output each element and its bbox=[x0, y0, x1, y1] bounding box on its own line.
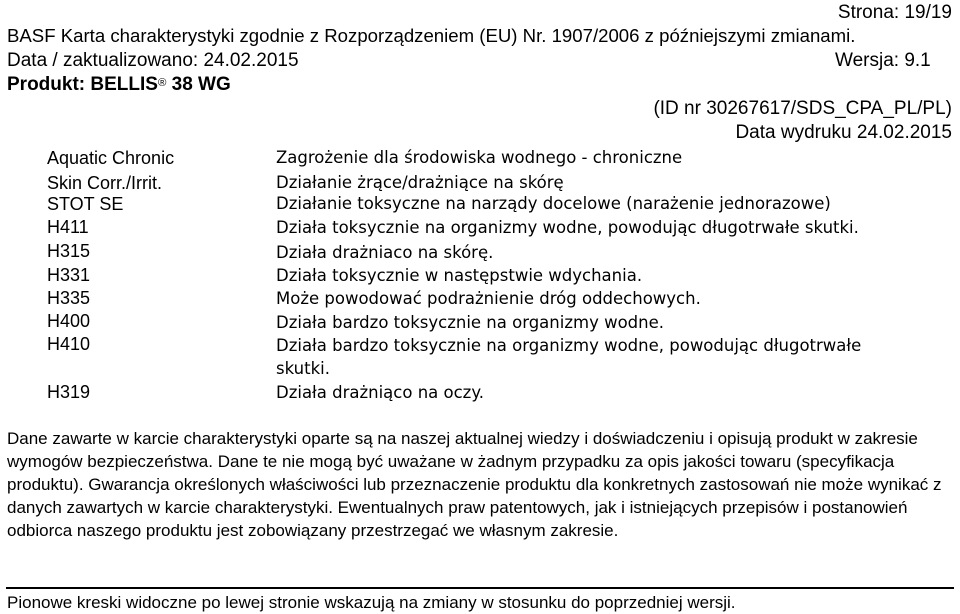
hazard-code: STOT SE bbox=[47, 194, 124, 214]
page-number: Strona: 19/19 bbox=[837, 2, 952, 23]
hazard-text: Działa toksycznie na organizmy wodne, powodując długotrwałe skutki. bbox=[276, 218, 859, 237]
hazard-code: H335 bbox=[47, 288, 91, 308]
regulation-line: BASF Karta charakterystyki zgodnie z Rozporządzeniem (EU) Nr. 1907/2006 z późniejszymi zmianami. bbox=[7, 25, 856, 46]
hazard-text: Działa drażniąco na oczy. bbox=[276, 383, 484, 402]
hazard-code: H315 bbox=[47, 241, 91, 261]
registered-mark: ® bbox=[157, 77, 167, 90]
print-date: Data wydruku 24.02.2015 bbox=[735, 122, 952, 143]
hazard-code: H411 bbox=[47, 217, 89, 237]
footer-note: Pionowe kreski widoczne po lewej stronie wskazują na zmiany w stosunku do poprzedniej wersji. bbox=[7, 593, 736, 612]
product-suffix: 38 WG bbox=[171, 74, 231, 95]
hazard-text: Działa bardzo toksycznie na organizmy wodne. bbox=[276, 313, 664, 332]
hazard-code: Aquatic Chronic bbox=[47, 148, 175, 168]
hazard-code: H319 bbox=[47, 382, 91, 402]
hazard-text: Działanie żrące/drażniące na skórę bbox=[276, 173, 564, 192]
hazard-text: Działa bardzo toksycznie na organizmy wodne, powodując długotrwałe bbox=[276, 336, 862, 355]
hazard-text: Może powodować podrażnienie dróg oddechowych. bbox=[276, 289, 701, 308]
version: Wersja: 9.1 bbox=[835, 50, 931, 71]
hazard-code: Skin Corr./Irrit. bbox=[47, 173, 163, 193]
hazard-text: Zagrożenie dla środowiska wodnego - chroniczne bbox=[276, 148, 683, 167]
product-name bbox=[7, 75, 231, 94]
revision-date: Data / zaktualizowano: 24.02.2015 bbox=[7, 50, 299, 71]
product-label: Produkt: BELLIS bbox=[7, 74, 158, 95]
hazard-text: Działa toksycznie w następstwie wdychania. bbox=[276, 266, 643, 285]
hazard-code: H331 bbox=[47, 265, 91, 285]
hazard-text-continued: skutki. bbox=[276, 359, 330, 378]
document-id: (ID nr 30267617/SDS_CPA_PL/PL) bbox=[653, 98, 952, 119]
hazard-text: Działanie toksyczne na narządy docelowe (narażenie jednorazowe) bbox=[276, 194, 831, 213]
hazard-code: H400 bbox=[47, 311, 91, 331]
footer-divider bbox=[6, 587, 954, 589]
hazard-text: Działa drażniaco na skórę. bbox=[276, 243, 494, 262]
hazard-code: H410 bbox=[47, 334, 91, 354]
disclaimer-paragraph: Dane zawarte w karcie charakterystyki oparte są na naszej aktualnej wiedzy i doświadczeniu i opisują produkt w zakresie wymogów bezpieczeństwa. Dane te nie mogą być uważane w żadnym przypadku za opis jakości towaru (specyfikacja produktu). Gwarancja określonych właściwości lub przeznaczenie produktu dla konkretnych zastosowań nie może wynikać z danych zawartych w karcie charakterystyki. Ewentualnych praw patentowych, jak i istniejących przepisów i postanowień odbiorca naszego produktu jest zobowiązany przestrzegać we własnym zakresie. bbox=[7, 429, 942, 540]
